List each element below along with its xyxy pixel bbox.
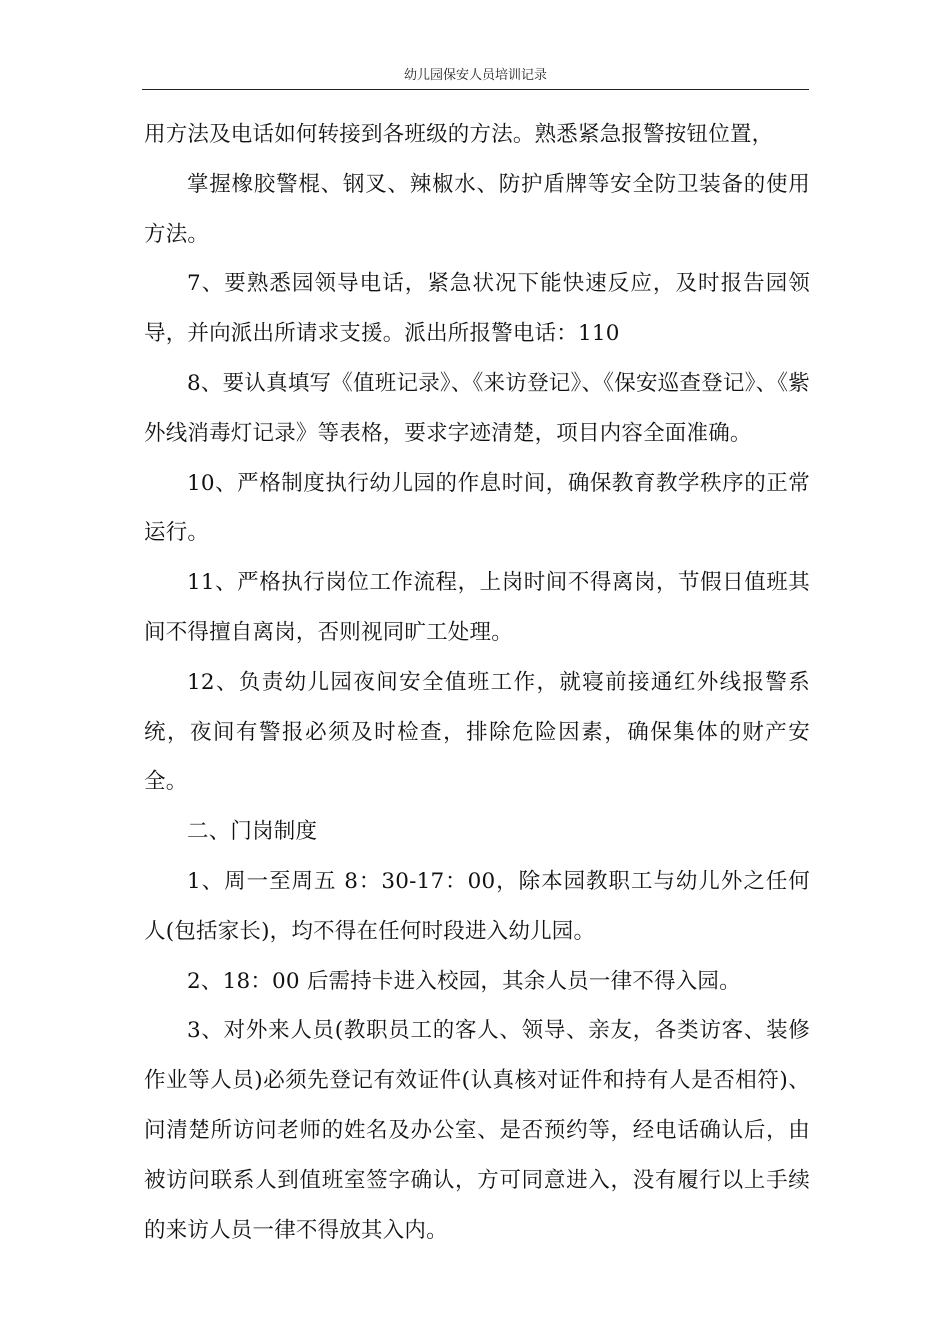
section-heading-gate-rules: 二、门岗制度 [187, 819, 318, 845]
page-header-title: 幼儿园保安人员培训记录 [403, 68, 547, 83]
paragraph-continuation: 用方法及电话如何转接到各班级的方法。熟悉紧急报警按钮位置， [144, 122, 774, 147]
document-body [144, 110, 810, 1255]
header-divider [142, 89, 809, 90]
paragraph-item-8: 8、要认真填写《值班记录》、《来访登记》、《保安巡查登记》、《紫外线消毒灯记录》等表格，要求字迹清楚，项目内容全面准确。 [144, 370, 810, 446]
paragraph-gate-2: 2、18：00 后需持卡进入校园，其余人员一律不得入园。 [187, 968, 741, 994]
paragraph-item-10: 10、严格制度执行幼儿园的作息时间，确保教育教学秩序的正常运行。 [144, 470, 810, 546]
paragraph-gate-1: 1、周一至周五 8：30-17：00，除本园教职工与幼儿外之任何人(包括家长)，均不得在任何时段进入幼儿园。 [144, 868, 810, 944]
paragraph-equipment: 掌握橡胶警棍、钢叉、辣椒水、防护盾牌等安全防卫装备的使用方法。 [144, 171, 810, 247]
paragraph-item-12: 12、负责幼儿园夜间安全值班工作，就寝前接通红外线报警系统，夜间有警报必须及时检查，排除危险因素，确保集体的财产安全。 [144, 669, 810, 795]
paragraph-gate-3: 3、对外来人员(教职员工的客人、领导、亲友，各类访客、装修作业等人员)必须先登记有效证件(认真核对证件和持有人是否相符)、问清楚所访问老师的姓名及办公室、是否预约等，经电话确认后，由被访问联系人到值班室签字确认，方可同意进入，没有履行以上手续的来访人员一律不得放其入内。 [144, 1018, 810, 1243]
paragraph-item-11: 11、严格执行岗位工作流程，上岗时间不得离岗，节假日值班其间不得擅自离岗，否则视同旷工处理。 [144, 570, 810, 645]
paragraph-item-7: 7、要熟悉园领导电话，紧急状况下能快速反应，及时报告园领导，并向派出所请求支援。派出所报警电话：110 [144, 271, 810, 347]
